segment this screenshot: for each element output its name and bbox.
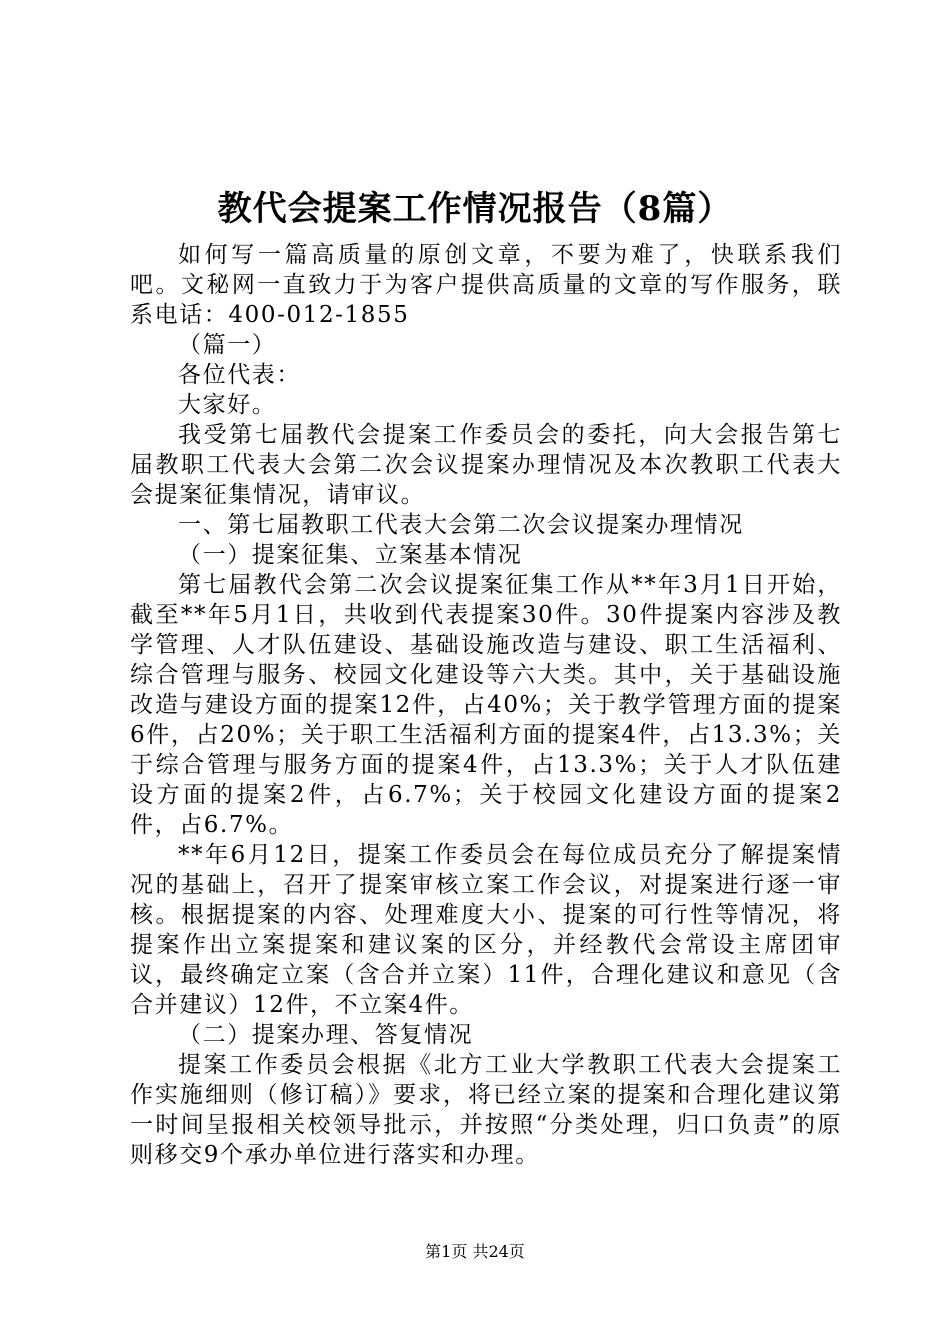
paragraph-opening: 我受第七届教代会提案工作委员会的委托，向大会报告第七届教职工代表大会第二次会议提案办理情况及本次教职工代表大会提案征集情况，请审议。 (130, 422, 842, 508)
heading-subsection-two: （二）提案办理、答复情况 (178, 1022, 474, 1048)
paragraph-collection-stats: 第七届教代会第二次会议提案征集工作从**年3月1日开始，截至**年5月1日，共收到代表提案30件。30件提案内容涉及教学管理、人才队伍建设、基础设施改造与建设、职工生活福利、综合管理与服务、校园文化建设等六大类。其中，关于基础设施改造与建设方面的提案12件，占40%；关于教学管理方面的提案6件，占20%；关于职工生活福利方面的提案4件，占13.3%；关于综合管理与服务方面的提案4件，占13.3%；关于人才队伍建设方面的提案2件，占6.7%；关于校园文化建设方面的提案2件，占6.7%。 (130, 572, 842, 838)
document-body (130, 240, 842, 1170)
paragraph-intro: 如何写一篇高质量的原创文章，不要为难了，快联系我们吧。文秘网一直致力于为客户提供高质量的文章的写作服务，联系电话：400-012-1855 (130, 242, 842, 328)
page-number-footer: 第1页 共24页 (425, 1242, 525, 1261)
paragraph-salutation: 各位代表： (178, 362, 301, 388)
document-title: 教代会提案工作情况报告（8篇） (217, 189, 733, 229)
paragraph-section-label: （篇一） (178, 332, 277, 358)
paragraph-review-meeting: **年6月12日，提案工作委员会在每位成员充分了解提案情况的基础上，召开了提案审核立案工作会议，对提案进行逐一审核。根据提案的内容、处理难度大小、提案的可行性等情况，将提案作出立案提案和建议案的区分，并经教代会常设主席团审议，最终确定立案（含合并立案）11件，合理化建议和意见（含合并建议）12件，不立案4件。 (130, 842, 842, 1018)
heading-section-one: 一、第七届教职工代表大会第二次会议提案办理情况 (178, 512, 744, 538)
paragraph-greeting: 大家好。 (178, 392, 277, 418)
heading-subsection-one: （一）提案征集、立案基本情况 (178, 542, 523, 568)
paragraph-handling: 提案工作委员会根据《北方工业大学教职工代表大会提案工作实施细则（修订稿）》要求，将已经立案的提案和合理化建议第一时间呈报相关校领导批示，并按照“分类处理，归口负责”的原则移交9个承办单位进行落实和办理。 (130, 1052, 842, 1168)
